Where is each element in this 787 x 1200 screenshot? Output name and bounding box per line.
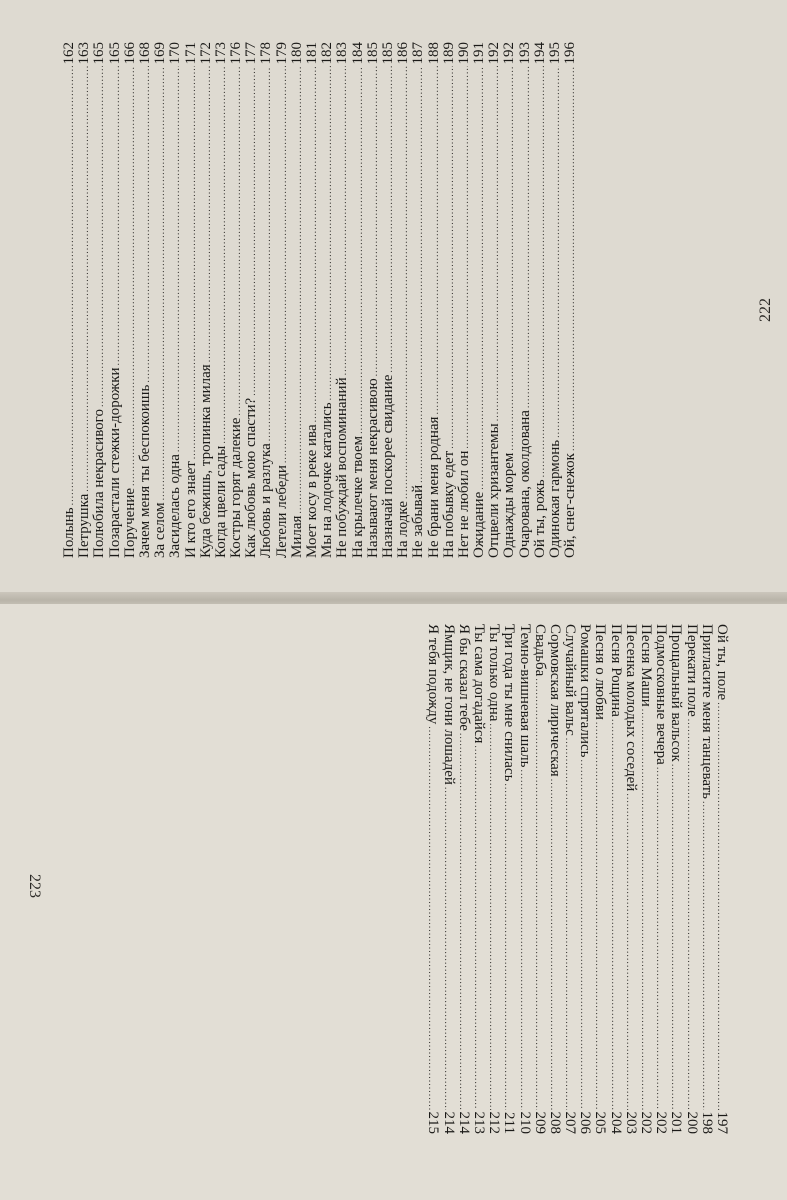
right-page	[0, 604, 787, 1200]
toc-entry-page: 209	[531, 1111, 548, 1134]
toc-entry-page: 173	[212, 42, 229, 65]
toc-entry	[457, 42, 472, 558]
toc-dot-leader	[637, 709, 652, 1110]
toc-dot-leader	[169, 67, 184, 453]
toc-entry	[501, 624, 516, 1134]
toc-entry-title: Не брани меня родная	[425, 416, 442, 558]
toc-dot-leader	[515, 769, 530, 1109]
toc-entry	[699, 624, 714, 1134]
toc-dot-leader	[428, 67, 443, 415]
toc-dot-leader	[424, 726, 439, 1109]
toc-entry-page: 177	[243, 42, 260, 65]
toc-entry-page: 193	[516, 42, 533, 65]
toc-entry-title: Темно-вишневая шаль	[516, 624, 533, 768]
right-page-content	[0, 604, 787, 1200]
toc-entry-page: 178	[258, 42, 275, 65]
toc-entry-page: 197	[714, 1111, 730, 1134]
toc-entry	[92, 42, 107, 558]
toc-entry-title: Летели лебеди	[273, 465, 290, 558]
toc-entry	[168, 42, 183, 558]
toc-entry-page: 195	[547, 42, 563, 65]
toc-entry	[351, 42, 366, 558]
toc-entry	[623, 624, 638, 1134]
toc-entry-title: Отцвели хризантемы	[486, 423, 503, 558]
toc-entry-page: 185	[364, 42, 381, 65]
toc-entry-page: 203	[622, 1111, 639, 1134]
toc-entry	[440, 624, 455, 1134]
toc-entry-title: На лодке	[395, 501, 412, 558]
toc-entry	[320, 42, 335, 558]
toc-entry-page: 214	[440, 1111, 457, 1134]
toc-dot-leader	[470, 745, 485, 1109]
toc-entry-title: Я тебя подожду	[425, 624, 442, 725]
toc-entry-page: 205	[592, 1111, 609, 1134]
toc-entry	[502, 42, 517, 558]
toc-entry	[638, 624, 653, 1134]
toc-entry-title: Однажды морем	[501, 452, 518, 558]
toc-entry	[683, 624, 698, 1134]
toc-entry-page: 211	[501, 1112, 518, 1134]
toc-dot-leader	[443, 67, 458, 449]
toc-entry	[668, 624, 683, 1134]
toc-entry-page: 215	[425, 1111, 442, 1134]
toc-entry	[425, 624, 440, 1134]
toc-entry-title: Когда цвели сады	[212, 445, 229, 558]
toc-dot-leader	[109, 67, 124, 366]
toc-entry-title: Песня Рощина	[607, 624, 624, 717]
toc-entry-title: Прощальный вальсок	[668, 624, 685, 762]
toc-entry	[714, 624, 729, 1134]
toc-dot-leader	[534, 67, 549, 478]
toc-entry	[123, 42, 138, 558]
toc-entry-page: 186	[395, 42, 412, 65]
toc-entry	[411, 42, 426, 558]
toc-entry-page: 213	[471, 1111, 487, 1134]
toc-entry	[335, 42, 350, 558]
toc-entry-page: 206	[577, 1111, 594, 1134]
toc-entry	[290, 42, 305, 558]
toc-entry-title: На крылечке твоем	[349, 435, 366, 558]
toc-entry-title: Ой ты, поле	[714, 624, 730, 701]
toc-dot-leader	[139, 67, 154, 383]
toc-entry	[62, 42, 77, 558]
toc-entry	[381, 42, 396, 558]
left-page	[0, 0, 787, 596]
toc-entry	[592, 624, 607, 1134]
toc-entry-title: Костры горят далекие	[228, 417, 245, 558]
toc-entry-title: Куда бежишь, тропинка милая	[197, 364, 214, 558]
toc-entry-title: Пригласите меня танцевать	[698, 624, 715, 800]
left-page-content	[0, 20, 787, 580]
toc-dot-leader	[245, 67, 260, 396]
toc-entry-page: 172	[197, 42, 214, 65]
toc-dot-leader	[682, 719, 697, 1110]
toc-entry-page: 201	[668, 1111, 685, 1134]
toc-entry-page: 180	[288, 42, 305, 65]
toc-entry	[518, 42, 533, 558]
toc-entry	[487, 42, 502, 558]
toc-entry-page: 196	[562, 42, 579, 65]
toc-dot-leader	[276, 67, 291, 464]
toc-entry-title: Песня Маши	[638, 624, 655, 707]
toc-entry	[562, 624, 577, 1134]
toc-entry	[229, 42, 244, 558]
toc-entry	[577, 624, 592, 1134]
toc-dot-leader	[564, 67, 579, 452]
toc-entry-page: 162	[61, 42, 77, 65]
toc-entry-title: Случайный вальс	[562, 624, 579, 736]
toc-entry-page: 200	[683, 1111, 700, 1134]
toc-entry-title: Засиделась одна	[167, 454, 184, 558]
toc-entry-title: Подмосковные вечера	[653, 624, 670, 765]
toc-entry-page: 170	[167, 42, 184, 65]
toc-entry-title: Называют меня некрасивою	[364, 378, 381, 558]
toc-entry-title: Любовь и разлука	[258, 443, 275, 558]
toc-entry-title: Песенка молодых соседей	[622, 624, 639, 792]
toc-entry	[396, 42, 411, 558]
toc-entry	[214, 42, 229, 558]
toc-entry-page: 179	[273, 42, 290, 65]
toc-entry-title: Песня о любви	[592, 624, 609, 720]
toc-entry-title: Не забывай	[410, 484, 427, 558]
toc-entry-page: 185	[379, 42, 396, 65]
toc-entry-page: 204	[607, 1111, 624, 1134]
toc-entry-title: Ямщик, не гони лошадей	[440, 624, 457, 785]
toc-dot-leader	[215, 67, 230, 444]
toc-entry-page: 198	[698, 1111, 715, 1134]
toc-dot-leader	[546, 779, 561, 1110]
toc-dot-leader	[458, 67, 473, 449]
toc-entry	[532, 624, 547, 1134]
toc-entry-page: 202	[653, 1111, 670, 1134]
toc-dot-leader	[652, 767, 667, 1110]
toc-dot-leader	[531, 678, 546, 1109]
toc-entry-page: 212	[486, 1111, 503, 1134]
toc-dot-leader	[439, 787, 454, 1110]
toc-entry-title: Милая	[288, 515, 305, 558]
toc-entry-title: Ожидание	[471, 491, 488, 558]
toc-dot-leader	[397, 67, 412, 500]
toc-dot-leader	[500, 783, 515, 1110]
toc-entry-title: Свадьба	[531, 624, 548, 677]
toc-entry	[427, 42, 442, 558]
toc-entry	[199, 42, 214, 558]
toc-entry-title: Полюбила некрасивого	[91, 409, 108, 558]
toc-entry-page: 171	[182, 42, 199, 65]
toc-entry	[533, 42, 548, 558]
toc-list-right	[425, 624, 729, 1134]
toc-entry-title: Ромашки спрятались	[577, 624, 594, 758]
toc-entry-title: Ой, снег-снежок	[562, 453, 579, 558]
toc-entry	[259, 42, 274, 558]
toc-entry-page: 182	[319, 42, 336, 65]
toc-dot-leader	[561, 738, 576, 1110]
toc-entry-page: 183	[334, 42, 351, 65]
toc-entry-title: Сормовская лирическая	[546, 624, 563, 777]
toc-entry-page: 187	[410, 42, 427, 65]
toc-dot-leader	[698, 801, 713, 1109]
toc-entry-title: Ты только одна	[486, 624, 503, 722]
toc-dot-leader	[667, 764, 682, 1110]
toc-entry	[547, 624, 562, 1134]
toc-entry-page: 184	[349, 42, 366, 65]
toc-dot-leader	[519, 67, 534, 409]
toc-entry-page: 169	[152, 42, 169, 65]
toc-entry-page: 176	[228, 42, 245, 65]
toc-dot-leader	[382, 67, 397, 373]
toc-entry-page: 165	[91, 42, 108, 65]
toc-dot-leader	[306, 67, 321, 423]
toc-entry-page: 163	[76, 42, 93, 65]
toc-dot-leader	[485, 723, 500, 1109]
toc-dot-leader	[154, 67, 169, 501]
toc-dot-leader	[622, 793, 637, 1109]
toc-dot-leader	[713, 702, 728, 1109]
toc-entry-title: Ты сама догадайся	[471, 624, 487, 744]
toc-entry-page: 194	[531, 42, 548, 65]
toc-entry	[153, 42, 168, 558]
toc-entry-title: Нет не любил он	[455, 450, 472, 558]
toc-dot-leader	[591, 722, 606, 1110]
toc-entry-page: 202	[638, 1111, 655, 1134]
toc-entry	[563, 42, 578, 558]
toc-entry-title: Поручение	[121, 487, 138, 558]
toc-dot-leader	[260, 67, 275, 442]
toc-entry	[653, 624, 668, 1134]
toc-dot-leader	[576, 759, 591, 1109]
toc-entry-page: 207	[562, 1111, 579, 1134]
toc-entry-page: 166	[121, 42, 138, 65]
toc-dot-leader	[200, 67, 215, 363]
toc-entry	[486, 624, 501, 1134]
toc-entry-title: Как любовь мою спасти?	[243, 397, 260, 558]
toc-entry	[366, 42, 381, 558]
toc-entry-title: Я бы сказал тебе	[455, 624, 472, 731]
toc-dot-leader	[367, 67, 382, 377]
toc-entry-page: 168	[136, 42, 153, 65]
page-number-right: 223	[26, 874, 43, 898]
toc-dot-leader	[455, 733, 470, 1110]
toc-entry	[608, 624, 623, 1134]
toc-entry	[275, 42, 290, 558]
toc-entry-title: Моет косу в реке ива	[304, 424, 320, 558]
toc-entry-page: 210	[516, 1111, 533, 1134]
toc-dot-leader	[63, 67, 78, 506]
toc-dot-leader	[230, 67, 245, 416]
toc-entry-title: Мы на лодочке катались	[319, 402, 336, 558]
toc-entry-title: Одинокая гармонь	[547, 439, 563, 558]
page-number-left: 222	[757, 298, 774, 322]
toc-entry-title: Полынь	[61, 507, 77, 558]
toc-dot-leader	[336, 67, 351, 376]
toc-entry-title: Зачем меня ты беспокоишь	[136, 384, 153, 558]
toc-entry-title: И кто его знает	[182, 461, 199, 558]
toc-entry	[472, 42, 487, 558]
toc-dot-leader	[93, 67, 108, 408]
toc-entry-title: Не побуждай воспоминаний	[334, 377, 351, 558]
toc-entry	[77, 42, 92, 558]
toc-entry-title: Назначай поскорее свидание	[379, 374, 396, 558]
toc-dot-leader	[606, 719, 621, 1110]
toc-entry-page: 192	[501, 42, 518, 65]
toc-entry	[138, 42, 153, 558]
toc-dot-leader	[549, 67, 564, 438]
toc-entry-page: 189	[440, 42, 457, 65]
toc-entry	[548, 42, 563, 558]
toc-entry-title: Позарастали стежки-дорожки	[106, 367, 123, 558]
toc-entry-page: 191	[471, 42, 488, 65]
toc-entry-title: Петрушка	[76, 493, 93, 558]
toc-entry	[305, 42, 320, 558]
toc-entry-title: Очарована, околдована	[516, 410, 533, 558]
toc-dot-leader	[488, 67, 503, 422]
toc-entry	[184, 42, 199, 558]
toc-entry	[108, 42, 123, 558]
toc-entry-title: За селом	[152, 502, 169, 558]
toc-entry-page: 181	[304, 42, 320, 65]
toc-entry-title: Перекати поле	[683, 624, 700, 717]
toc-entry-title: На побывку едет	[440, 450, 457, 558]
toc-entry-title: Ой ты, рожь	[531, 479, 548, 558]
toc-entry-page: 192	[486, 42, 503, 65]
toc-entry	[471, 624, 486, 1134]
toc-entry-title: Три года ты мне снилась	[501, 624, 518, 782]
toc-entry-page: 190	[455, 42, 472, 65]
toc-entry	[442, 42, 457, 558]
toc-list-left	[62, 42, 578, 558]
toc-entry	[516, 624, 531, 1134]
toc-entry-page: 214	[455, 1111, 472, 1134]
toc-dot-leader	[321, 67, 336, 401]
toc-dot-leader	[503, 67, 518, 451]
toc-entry-page: 188	[425, 42, 442, 65]
toc-entry-page: 208	[546, 1111, 563, 1134]
toc-entry	[244, 42, 259, 558]
toc-entry	[456, 624, 471, 1134]
toc-entry-page: 165	[106, 42, 123, 65]
